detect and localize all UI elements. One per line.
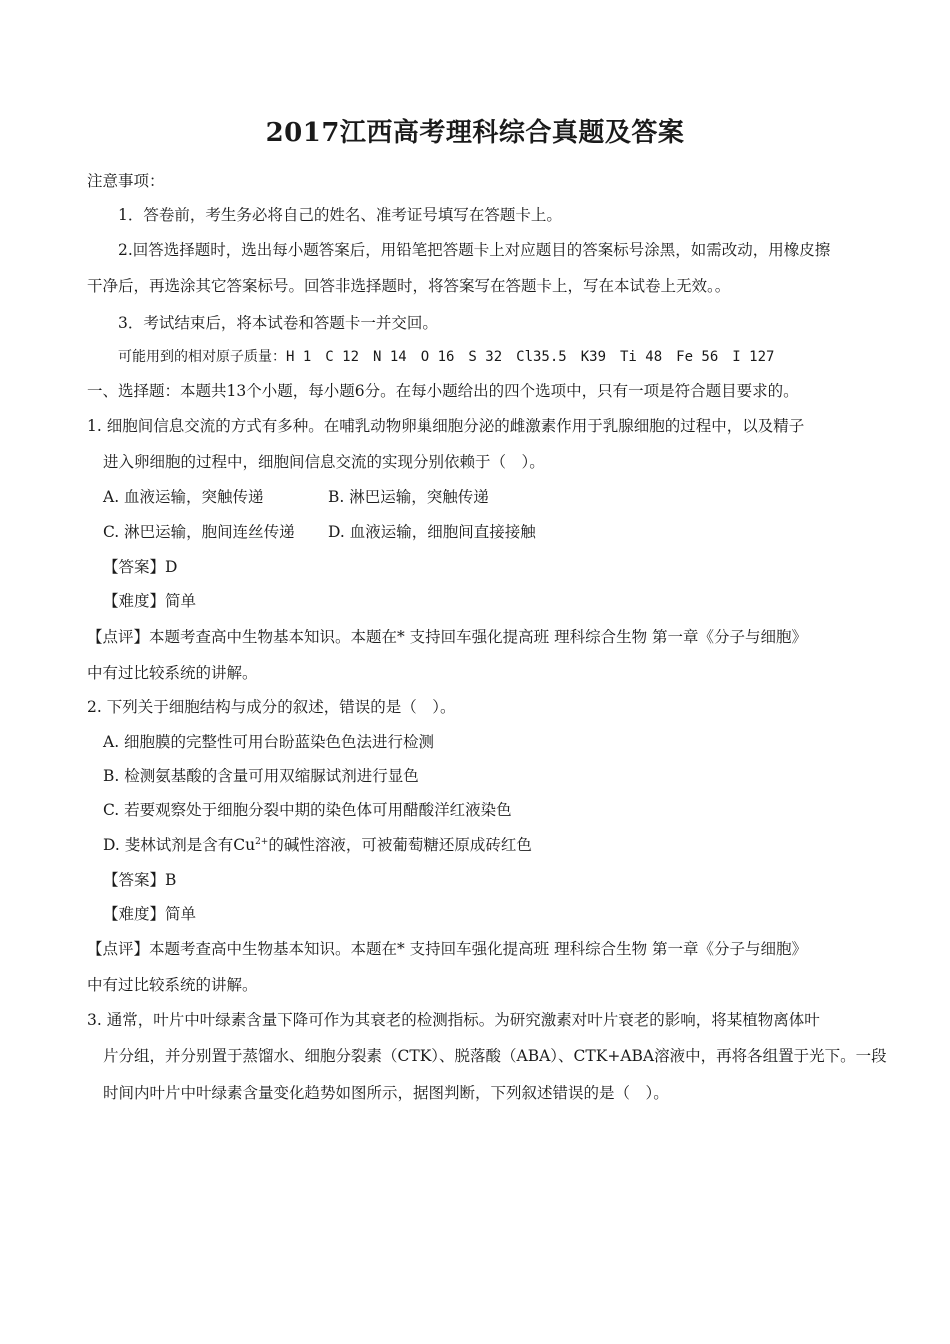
q1-option-a: A. 血液运输，突触传递: [103, 488, 264, 506]
q2-stem: 2. 下列关于细胞结构与成分的叙述，错误的是（ ）。: [87, 698, 456, 716]
q2-comment-line-2: 中有过比较系统的讲解。: [87, 976, 258, 994]
notice-item-3: 3．考试结束后，将本试卷和答题卡一并交回。: [118, 314, 438, 332]
q1-comment-line-2: 中有过比较系统的讲解。: [87, 664, 258, 682]
q2-answer: 【答案】B: [103, 871, 177, 889]
document-title: 2017江西高考理科综合真题及答案: [265, 118, 685, 148]
q3-stem-line-1: 3. 通常，叶片中叶绿素含量下降可作为其衰老的检测指标。为研究激素对叶片衰老的影响，将某植物离体叶: [87, 1011, 820, 1029]
q2-option-d-suffix: 的碱性溶液，可被葡萄糖还原成砖红色: [268, 836, 532, 854]
q3-stem-line-2: 片分组，并分别置于蒸馏水、细胞分裂素（CTK）、脱落酸（ABA）、CTK+ABA溶液中，再将各组置于光下。一段: [103, 1047, 887, 1065]
q1-stem-line-1: 1. 细胞间信息交流的方式有多种。在哺乳动物卵巢细胞分泌的雌激素作用于乳腺细胞的过程中，以及精子: [87, 417, 805, 435]
q2-option-a: A. 细胞膜的完整性可用台盼蓝染色色法进行检测: [103, 733, 435, 751]
q2-comment-line-1: 【点评】本题考查高中生物基本知识。本题在* 支持回车强化提高班 理科综合生物 第一章《分子与细胞》: [87, 940, 808, 958]
q1-option-d: D. 血液运输，细胞间直接接触: [328, 523, 536, 541]
q1-option-c: C. 淋巴运输，胞间连丝传递: [103, 523, 295, 541]
section-1-heading: 一、选择题：本题共13个小题，每小题6分。在每小题给出的四个选项中，只有一项是符合题目要求的。: [87, 382, 799, 400]
notice-item-2-line-2: 干净后，再选涂其它答案标号。回答非选择题时，将答案写在答题卡上，写在本试卷上无效。。: [87, 277, 731, 295]
notice-item-1: 1．答卷前，考生务必将自己的姓名、准考证号填写在答题卡上。: [118, 206, 562, 224]
q1-stem-line-2: 进入卵细胞的过程中，细胞间信息交流的实现分别依赖于（ ）。: [103, 453, 545, 471]
atomic-mass-list: 可能用到的相对原子质量：H 1 C 12 N 14 O 16 S 32 Cl35.5 K39 Ti 48 Fe 56 I 127: [118, 349, 775, 365]
q1-difficulty: 【难度】简单: [103, 592, 197, 610]
notice-heading: 注意事项：: [87, 172, 165, 190]
q3-stem-line-3: 时间内叶片中叶绿素含量变化趋势如图所示，据图判断，下列叙述错误的是（ ）。: [103, 1084, 669, 1102]
q1-answer: 【答案】D: [103, 558, 178, 576]
q2-option-d: [103, 835, 532, 855]
q2-option-b: B. 检测氨基酸的含量可用双缩脲试剂进行显色: [103, 767, 419, 785]
q1-comment-line-1: 【点评】本题考查高中生物基本知识。本题在* 支持回车强化提高班 理科综合生物 第一章《分子与细胞》: [87, 628, 808, 646]
q2-option-d-prefix: D. 斐林试剂是含有Cu: [103, 836, 256, 854]
notice-item-2-line-1: 2.回答选择题时，选出每小题答案后，用铅笔把答题卡上对应题目的答案标号涂黑，如需改动，用橡皮擦: [118, 241, 831, 259]
q1-option-b: B. 淋巴运输，突触传递: [328, 488, 489, 506]
q2-option-d-superscript: 2+: [255, 837, 269, 847]
q2-difficulty: 【难度】简单: [103, 905, 197, 923]
q2-option-c: C. 若要观察处于细胞分裂中期的染色体可用醋酸洋红液染色: [103, 801, 512, 819]
